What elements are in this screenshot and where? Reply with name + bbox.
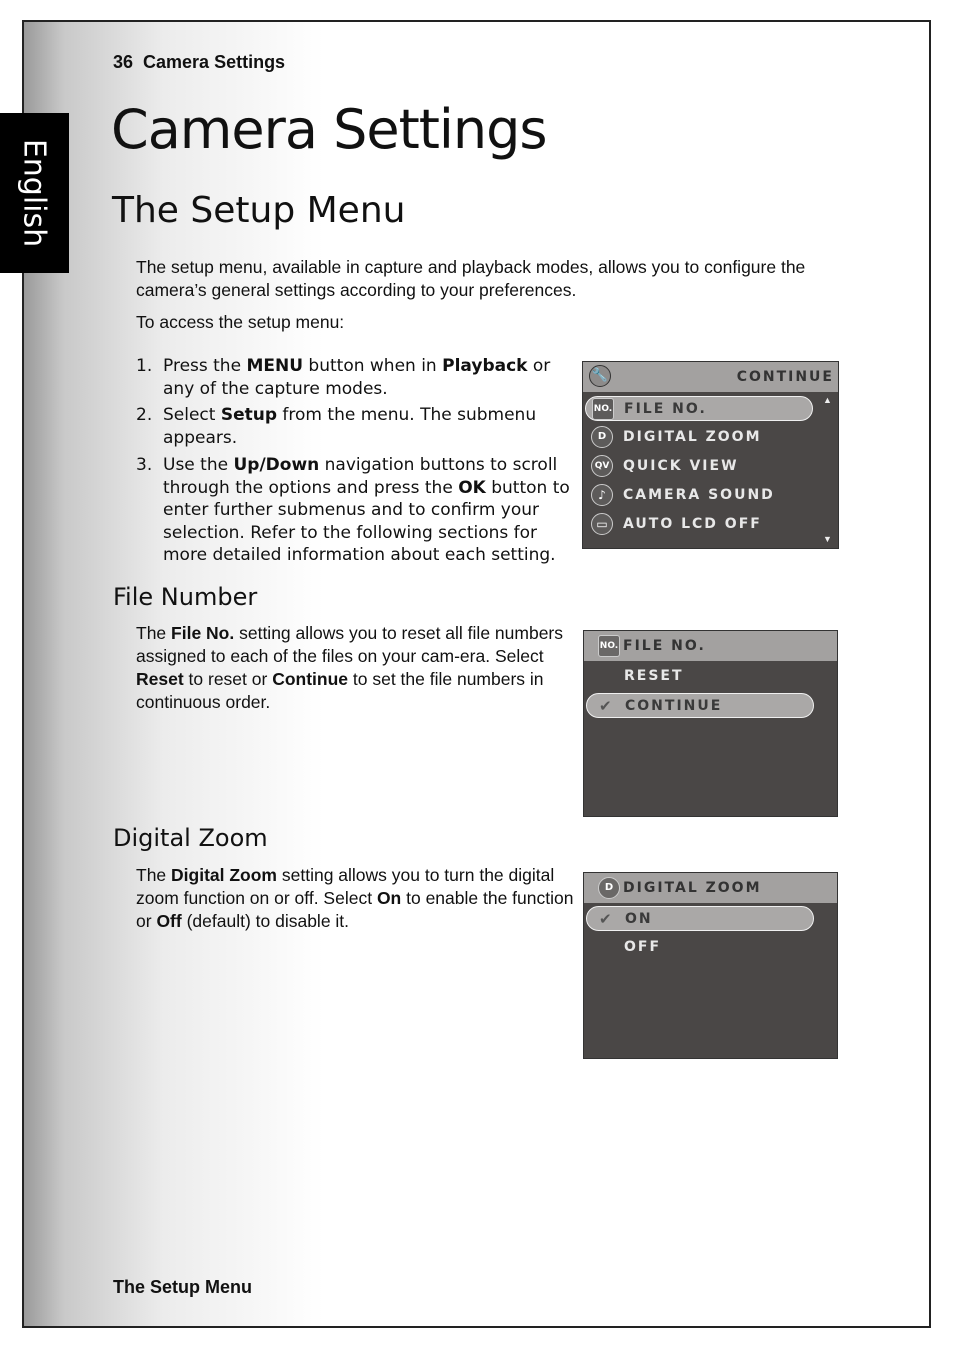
- file-number-heading: File Number: [113, 583, 258, 611]
- digital-zoom-screen: [583, 872, 838, 1059]
- access-paragraph: To access the setup menu:: [136, 312, 345, 332]
- page-header: 36 Camera Settings: [113, 52, 286, 72]
- step-text: Press the MENU button when in Playback or any of the capture modes.: [163, 356, 551, 399]
- step-text: Use the Up/Down navigation buttons to scroll through the options and press the OK button to enter further submenus and to confirm your selection. Refer to the following sections for more detailed information about each setting.: [163, 455, 570, 565]
- file-number-screen-title: FILE NO.: [623, 638, 706, 654]
- file-number-option-reset[interactable]: [586, 664, 814, 689]
- camera-sound-icon: ♪: [591, 484, 613, 506]
- file-number-paragraph: The File No. setting allows you to reset all file numbers assigned to each of the files on your cam-era. Select Reset to reset or Continue to set the file numbers in continuous order.: [136, 623, 564, 712]
- section-title: The Setup Menu: [112, 190, 406, 231]
- step-number: 2.: [136, 405, 153, 425]
- digital-zoom-paragraph: The Digital Zoom setting allows you to turn the digital zoom function on or off. Select On to enable the function or Off (default) to disable it.: [136, 865, 574, 931]
- language-tab: [0, 113, 69, 273]
- setup-menu-item-label: DIGITAL ZOOM: [623, 429, 762, 445]
- checkmark-icon: ✔: [599, 697, 612, 715]
- setup-menu-item-label: AUTO LCD OFF: [623, 516, 762, 532]
- file-number-screen-header: [584, 631, 837, 661]
- digital-zoom-icon: D: [598, 877, 620, 899]
- step-number: 3.: [136, 455, 153, 475]
- setup-menu-item-auto-lcd-off[interactable]: [585, 512, 813, 537]
- setup-menu-item-digital-zoom[interactable]: [585, 425, 813, 450]
- option-label: ON: [625, 911, 653, 927]
- setup-menu-item-label: CAMERA SOUND: [623, 487, 775, 503]
- file-number-screen: [583, 630, 838, 817]
- setup-menu-item-camera-sound[interactable]: [585, 483, 813, 508]
- digital-zoom-option-on[interactable]: [586, 906, 814, 931]
- setup-menu-header-bar: [583, 362, 838, 392]
- file-number-icon: NO.: [598, 635, 620, 657]
- step-text: Select Setup from the menu. The submenu appears.: [163, 405, 537, 448]
- step-2: [136, 404, 556, 449]
- setup-menu-item-label: QUICK VIEW: [623, 458, 739, 474]
- digital-zoom-option-off[interactable]: [586, 935, 814, 960]
- intro-paragraph: The setup menu, available in capture and playback modes, allows you to configure the camera’s general settings according to your preferences.: [136, 257, 806, 300]
- digital-zoom-screen-header: [584, 873, 837, 903]
- page-footer: The Setup Menu: [113, 1277, 252, 1297]
- option-label: CONTINUE: [625, 698, 723, 714]
- setup-menu-continue-label: CONTINUE: [736, 369, 834, 385]
- digital-zoom-screen-title: DIGITAL ZOOM: [623, 880, 762, 896]
- step-number: 1.: [136, 356, 153, 376]
- option-label: OFF: [624, 939, 662, 955]
- checkmark-icon: ✔: [599, 910, 612, 928]
- digital-zoom-heading: Digital Zoom: [113, 824, 268, 852]
- setup-menu-item-label: FILE NO.: [624, 401, 707, 417]
- scroll-up-arrow-icon[interactable]: ▲: [823, 395, 832, 405]
- option-label: RESET: [624, 668, 684, 684]
- file-number-icon: NO.: [592, 398, 614, 420]
- wrench-icon: 🔧: [589, 365, 611, 387]
- quick-view-icon: QV: [591, 455, 613, 477]
- page-title: Camera Settings: [111, 98, 547, 161]
- setup-menu-item-quick-view[interactable]: [585, 454, 813, 479]
- step-1: [136, 355, 576, 400]
- step-3: [136, 454, 576, 567]
- setup-menu-item-file-no[interactable]: [585, 396, 813, 421]
- auto-lcd-off-icon: ▭: [591, 513, 613, 535]
- setup-menu-screen: [582, 361, 839, 549]
- digital-zoom-icon: D: [591, 426, 613, 448]
- language-tab-label: English: [16, 138, 52, 248]
- scroll-down-arrow-icon[interactable]: ▼: [823, 534, 832, 544]
- file-number-option-continue[interactable]: [586, 693, 814, 718]
